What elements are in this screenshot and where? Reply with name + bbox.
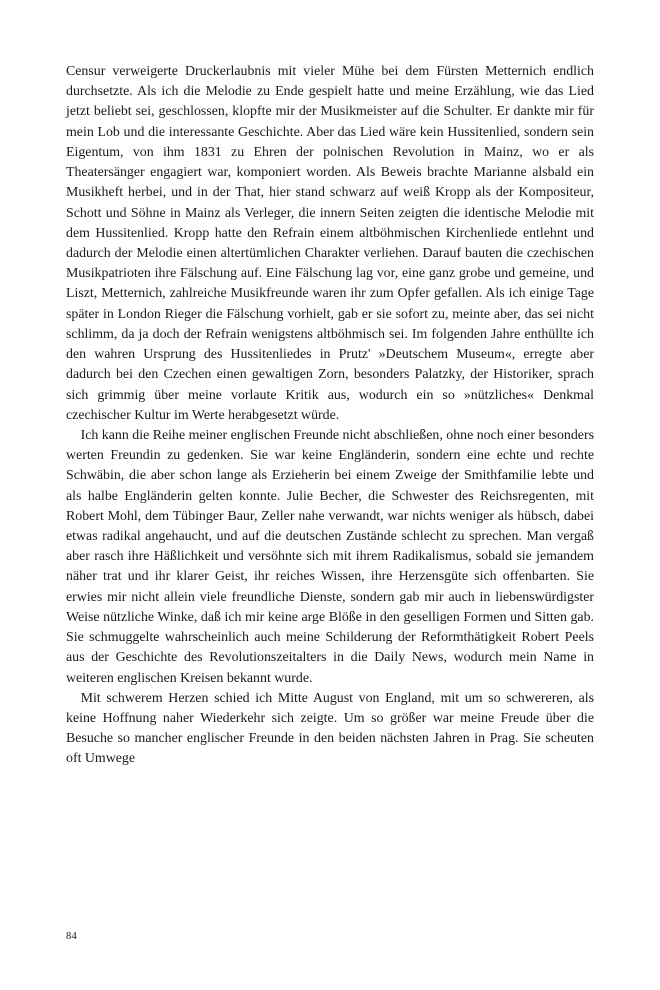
page-body: [66, 62, 594, 770]
paragraph: Ich kann die Reihe meiner englischen Freunde nicht abschließen, ohne noch einer besonders werten Freundin zu gedenken. Sie war keine Engländerin, sondern eine echte und rechte Schwäbin, die aber schon lange als Erzieherin bei einem Zweige der Smithfamilie lebte und als halbe Engländerin gelten konnte. Julie Becher, die Schwester des Reichsregenten, mit Robert Mohl, dem Tübinger Baur, Zeller nahe verwandt, war nichts weniger als hübsch, dabei etwas radikal angehaucht, und auf die deutschen Zustände schlecht zu sprechen. Man vergaß aber rasch ihre Häßlichkeit und versöhnte sich mit ihrem Radikalismus, sobald sie jemandem näher trat und ihr klarer Geist, ihr reiches Wissen, ihre Herzensgüte sich offenbarten. Sie erwies mir nicht allein viele freundliche Dienste, sondern gab mir auch in liebenswürdigster Weise nützliche Winke, daß ich mir keine arge Blöße in den geselligen Formen und Sitten gab. Sie schmuggelte wahrscheinlich auch meine Schilderung der Reformthätigkeit Robert Peels aus der Geschichte des Revolutionszeitalters in die Daily News, wodurch mein Name in weiteren englischen Kreisen bekannt wurde.: [66, 427, 594, 686]
paragraph: Censur verweigerte Druckerlaubnis mit vieler Mühe bei dem Fürsten Metternich endlich durchsetzte. Als ich die Melodie zu Ende gespielt hatte und meine Erzählung, wie das Lied jetzt beliebt sei, geschlossen, klopfte mir der Musikmeister auf die Schulter. Er dankte mir für mein Lob und die interessante Geschichte. Aber das Lied wäre kein Hussitenlied, sondern sein Eigentum, von ihm 1831 zu Ehren der polnischen Revolution in Mainz, wo er als Theatersänger engagiert war, komponiert worden. Als Beweis brachte Marianne alsbald ein Musikheft herbei, und in der That, hier stand schwarz auf weiß Kropp als der Kompositeur, Schott und Söhne in Mainz als Verleger, die innern Seiten zeigten die identische Melodie mit dem Hussitenlied. Kropp hatte den Refrain einem altböhmischen Kirchenliede entlehnt und dadurch der Melodie einen altertümlichen Charakter verliehen. Darauf bauten die czechischen Musikpatrioten ihre Fälschung auf. Eine Fälschung lag vor, eine ganz grobe und gemeine, und Liszt, Metternich, zahlreiche Musikfreunde waren ihr zum Opfer gefallen. Als ich einige Tage später in London Rieger die Fälschung vorhielt, gab er sie sofort zu, meinte aber, das sei nicht schlimm, da ja doch der Refrain wenigstens altböhmisch sei. Im folgenden Jahre enthüllte ich den wahren Ursprung des Hussitenliedes in Prutz' »Deutschem Museum«, erregte aber dadurch bei den Czechen einen gewaltigen Zorn, besonders Palatzky, der Historiker, sprach sich grimmig über meine vorlaute Kritik aus, wodurch ein so »nützliches« Denkmal czechischer Kultur im Werte herabgesetzt würde.: [66, 64, 594, 423]
page-number: 84: [66, 931, 77, 942]
paragraph: Mit schwerem Herzen schied ich Mitte August von England, mit um so schwereren, als keine Hoffnung naher Wiederkehr sich zeigte. Um so größer war meine Freude über die Besuche so mancher englischer Freunde in den beiden nächsten Jahren in Prag. Sie scheuten oft Umwege: [66, 690, 594, 767]
